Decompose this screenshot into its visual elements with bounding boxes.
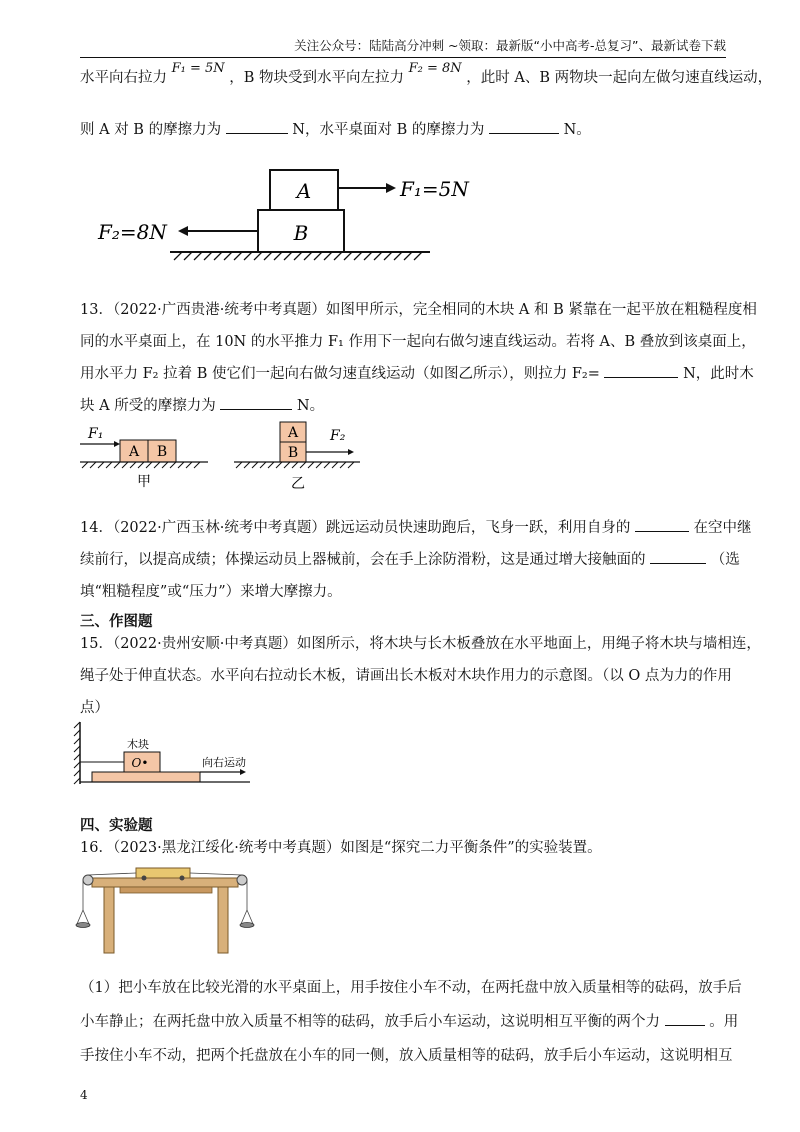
point-o-label: O•: [131, 756, 149, 770]
section-heading: 四、实验题: [80, 818, 153, 834]
q16-p1-line-3: 手按住小车不动，把两个托盘放在小车的同一侧，放入质量相等的砝码，放手后小车运动，这说明相互: [80, 1048, 733, 1064]
table-leg-right: [218, 887, 228, 953]
q12-line-2: [80, 118, 591, 139]
motion-label: 向右运动: [202, 756, 246, 769]
q12-text-a: 水平向右拉力: [80, 70, 167, 86]
q13-line-1: 13．（2022·广西贵港·统考中考真题）如图甲所示，完全相同的木块 A 和 B 紧靠在一起平放在粗糙程度相: [80, 302, 757, 318]
q13-text-b: N，此时木: [683, 366, 754, 382]
q12-text-b: ，B 物块受到水平向左拉力: [229, 70, 405, 86]
q12-text-f: N。: [563, 122, 591, 138]
left-string: [88, 873, 136, 875]
q15-line-2: 绳子处于伸直状态。水平向右拉动长木板，请画出长木板对木块作用力的示意图。（以 O 点为力的作用: [80, 668, 732, 684]
motion-arrowhead: [240, 769, 246, 775]
f1-label: F₁: [88, 426, 104, 442]
block-label: 木块: [127, 738, 149, 751]
q16-apparatus-figure: [76, 862, 256, 958]
left-tray: [76, 923, 90, 928]
q14-line-1: [80, 516, 752, 537]
q16-p1-line-1: （1）把小车放在比较光滑的水平桌面上，用手按住小车不动，在两托盘中放入质量相等的砝码，放手后: [80, 980, 742, 996]
table-top: [92, 878, 238, 887]
block-a-label: A: [287, 425, 299, 441]
ground-hatching: [236, 462, 354, 468]
q15-line-3: 点）: [80, 700, 109, 716]
block-b-label: B: [287, 445, 299, 461]
f2-arrowhead: [178, 226, 188, 236]
q16-p1-line-2: [80, 1010, 738, 1031]
ground-hatching: [82, 462, 200, 468]
left-tray-strings: [77, 910, 89, 924]
q15-figure: [70, 718, 270, 788]
answer-blank[interactable]: [650, 549, 706, 564]
figure-caption: 乙: [291, 476, 305, 492]
table-leg-left: [104, 887, 114, 953]
f2-label: F₂: [330, 428, 346, 444]
left-pulley: [83, 875, 93, 885]
answer-blank[interactable]: [665, 1011, 705, 1026]
figure-caption: 甲: [137, 474, 151, 490]
f2-arrowhead: [348, 449, 354, 455]
q13-line-3: [80, 362, 754, 383]
q13-line-2: 同的水平桌面上，在 10N 的水平推力 F₁ 作用下一起向右做匀速直线运动。若将 A、B 叠放到该桌面上，: [80, 334, 756, 350]
ground-hatching: [174, 252, 422, 260]
page-number: 4: [80, 1088, 88, 1102]
q16-text-a: 小车静止；在两托盘中放入质量不相等的砝码，放手后小车运动，这说明相互平衡的两个力: [80, 1014, 660, 1030]
q12-f2-equation: F₂ = 8N: [408, 61, 462, 76]
block-a-label: A: [128, 444, 140, 460]
f1-arrowhead: [114, 441, 120, 447]
wall-hatching: [74, 722, 80, 784]
q13-line-4: [80, 394, 324, 415]
q15-line-1: 15．（2022·贵州安顺·中考真题）如图所示，将木块与长木板叠放在水平地面上，用绳子将木块与墙相连，: [80, 636, 761, 652]
right-tray: [240, 923, 254, 928]
q14-line-3: 填“粗糙程度”或“压力”）来增大摩擦力。: [80, 584, 342, 600]
q12-force-diagram: [90, 160, 469, 270]
f2-label: F₂=8N: [98, 220, 167, 244]
q14-text-a: 14．（2022·广西玉林·统考中考真题）跳远运动员快速助跑后，飞身一跃，利用自身的: [80, 520, 631, 536]
q16-line-1: 16．（2023·黑龙江绥化·统考中考真题）如图是“探究二力平衡条件”的实验装置。: [80, 840, 602, 856]
q14-text-b: 在空中继: [693, 520, 752, 536]
right-pulley: [237, 875, 247, 885]
right-tray-strings: [241, 910, 253, 924]
cart-wheel: [180, 876, 185, 881]
answer-blank[interactable]: [635, 517, 689, 532]
q14-text-c: 续前行，以提高成绩；体操运动员上器械前，会在手上涂防滑粉，这是通过增大接触面的: [80, 552, 646, 568]
table-apron: [120, 887, 212, 893]
q12-text-d: 则 A 对 B 的摩擦力为: [80, 122, 222, 138]
answer-blank[interactable]: [604, 363, 678, 378]
long-board: [92, 772, 200, 782]
right-string: [190, 873, 242, 875]
answer-blank[interactable]: [226, 119, 288, 134]
q14-text-d: （选: [710, 552, 740, 568]
q12-line-1: [80, 61, 773, 87]
cart-wheel: [142, 876, 147, 881]
q12-text-c: ，此时 A、B 两物块一起向左做匀速直线运动，: [466, 70, 773, 86]
q12-text-e: N，水平桌面对 B 的摩擦力为: [292, 122, 485, 138]
section-heading: 三、作图题: [80, 614, 153, 630]
q14-line-2: [80, 548, 740, 569]
block-b-label: B: [293, 221, 309, 245]
q12-f1-equation: F₁ = 5N: [171, 61, 225, 76]
f1-arrowhead: [386, 183, 396, 193]
answer-blank[interactable]: [489, 119, 559, 134]
block-b-label: B: [156, 444, 168, 460]
q13-text-a: 用水平力 F₂ 拉着 B 使它们一起向右做匀速直线运动（如图乙所示），则拉力 F₂=: [80, 366, 600, 382]
block-a-label: A: [296, 179, 312, 203]
q13-text-c: 块 A 所受的摩擦力为: [80, 398, 216, 414]
f1-label: F₁=5N: [400, 177, 469, 201]
page-header: 关注公众号：陆陆高分冲刺 ~领取：最新版“小中高考-总复习”、最新试卷下载: [80, 36, 726, 58]
q13-figure-yi: [232, 420, 372, 492]
answer-blank[interactable]: [220, 395, 292, 410]
q16-text-b: 。用: [709, 1014, 739, 1030]
q13-figure-jia: [78, 420, 218, 490]
q13-text-d: N。: [296, 398, 325, 414]
